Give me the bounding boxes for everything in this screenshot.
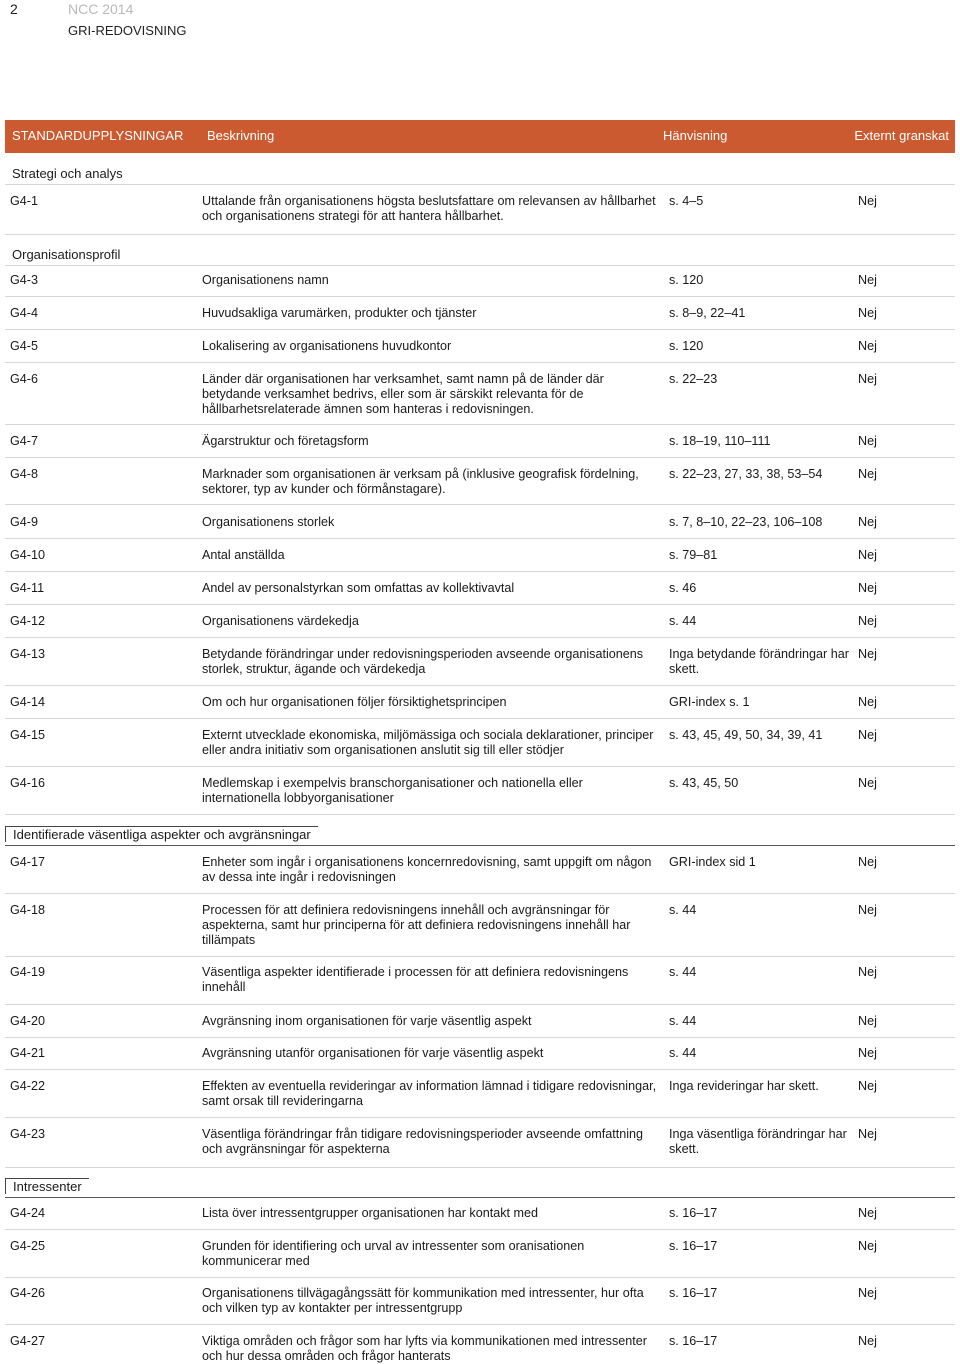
- row-external-audit: Nej: [858, 855, 877, 869]
- row-description: Ägarstruktur och företagsform: [202, 434, 369, 448]
- row-reference: s. 16–17: [669, 1206, 718, 1220]
- row-external-audit: Nej: [858, 1334, 877, 1348]
- row-reference: s. 7, 8–10, 22–23, 106–108: [669, 515, 823, 529]
- row-code: G4-20: [10, 1014, 46, 1028]
- row-description: Organisationens tillvägagångssätt för kommunikation med intressenter, hur ofta och vilken typ av kontakter per intressentgrupp: [202, 1286, 644, 1315]
- divider: [5, 956, 955, 957]
- row-external-audit: Nej: [858, 515, 877, 529]
- section-title-strategy: Strategi och analys: [12, 166, 123, 181]
- row-reference: s. 120: [669, 339, 704, 353]
- row-reference: s. 44: [669, 614, 697, 628]
- row-code: G4-17: [10, 855, 46, 869]
- row-external-audit: Nej: [858, 273, 877, 287]
- divider: [5, 1117, 955, 1118]
- row-external-audit: Nej: [858, 339, 877, 353]
- row-code: G4-4: [10, 306, 38, 320]
- row-code: G4-27: [10, 1334, 46, 1348]
- page-number: 2: [10, 1, 18, 17]
- row-code: G4-14: [10, 695, 46, 709]
- row-description: Externt utvecklade ekonomiska, miljömässiga och sociala deklarationer, principer eller andra initiativ som organisationen anslutit sig till eller stödjer: [202, 728, 654, 757]
- row-external-audit: Nej: [858, 965, 877, 979]
- row-reference: s. 18–19, 110–111: [669, 434, 771, 448]
- divider: [5, 814, 955, 815]
- row-external-audit: Nej: [858, 728, 877, 742]
- row-reference: s. 79–81: [669, 548, 718, 562]
- row-code: G4-19: [10, 965, 46, 979]
- row-external-audit: Nej: [858, 306, 877, 320]
- divider: [5, 1229, 955, 1230]
- row-reference: s. 44: [669, 903, 697, 917]
- divider: [5, 893, 955, 894]
- row-description: Enheter som ingår i organisationens koncernredovisning, samt uppgift om någon av dessa inte ingår i redovisningen: [202, 855, 652, 884]
- divider: [5, 604, 955, 605]
- row-external-audit: Nej: [858, 1046, 877, 1060]
- row-reference: Inga revideringar har skett.: [669, 1079, 819, 1093]
- row-code: G4-10: [10, 548, 46, 562]
- section-title-organisation-profile: Organisationsprofil: [12, 247, 121, 262]
- row-external-audit: Nej: [858, 1014, 877, 1028]
- row-description: Väsentliga aspekter identifierade i processen för att definiera redovisningens innehåll: [202, 965, 629, 994]
- column-header-external-audit: Externt granskat: [854, 128, 949, 143]
- column-header-standard: STANDARDUPPLYSNINGAR: [12, 128, 184, 143]
- row-reference: s. 16–17: [669, 1286, 718, 1300]
- row-code: G4-5: [10, 339, 38, 353]
- row-code: G4-25: [10, 1239, 46, 1253]
- row-code: G4-24: [10, 1206, 46, 1220]
- row-code: G4-18: [10, 903, 46, 917]
- row-description: Väsentliga förändringar från tidigare redovisningsperioder avseende omfattning och avgränsningar för aspekterna: [202, 1127, 644, 1156]
- row-reference: s. 22–23: [669, 372, 718, 386]
- divider: [5, 571, 955, 572]
- row-external-audit: Nej: [858, 1127, 877, 1141]
- document-subtitle: GRI-REDOVISNING: [68, 23, 187, 38]
- row-description: Om och hur organisationen följer försiktighetsprincipen: [202, 695, 507, 709]
- table-header: [5, 120, 955, 153]
- divider: [5, 329, 955, 330]
- row-reference: GRI-index s. 1: [669, 695, 750, 709]
- row-reference: s. 120: [669, 273, 704, 287]
- row-reference: s. 22–23, 27, 33, 38, 53–54: [669, 467, 823, 481]
- row-description: Grunden för identifiering och urval av intressenter som oranisationen kommunicerar med: [202, 1239, 585, 1268]
- row-reference: s. 44: [669, 1014, 697, 1028]
- divider: [5, 504, 955, 505]
- row-external-audit: Nej: [858, 548, 877, 562]
- divider: [5, 424, 955, 425]
- row-external-audit: Nej: [858, 467, 877, 481]
- row-reference: s. 44: [669, 1046, 697, 1060]
- row-reference: s. 43, 45, 49, 50, 34, 39, 41: [669, 728, 823, 742]
- divider: [5, 1069, 955, 1070]
- row-code: G4-22: [10, 1079, 46, 1093]
- row-external-audit: Nej: [858, 614, 877, 628]
- row-code: G4-16: [10, 776, 46, 790]
- row-external-audit: Nej: [858, 581, 877, 595]
- row-code: G4-21: [10, 1046, 46, 1060]
- row-description: Effekten av eventuella revideringar av information lämnad i tidigare redovisningar, samt orsak till revideringarna: [202, 1079, 657, 1108]
- row-code: G4-3: [10, 273, 38, 287]
- row-code: G4-15: [10, 728, 46, 742]
- row-description: Länder där organisationen har verksamhet, samt namn på de länder där betydande verksamhet bedrivs, eller som är särskikt relevanta för de hållbarhetsrelaterade ämnen som hanteras i redovisningen.: [202, 372, 604, 416]
- row-external-audit: Nej: [858, 776, 877, 790]
- row-reference: s. 16–17: [669, 1239, 718, 1253]
- row-reference: GRI-index sid 1: [669, 855, 756, 869]
- row-description: Medlemskap i exempelvis branschorganisationer och nationella eller internationella lobbyorganisationer: [202, 776, 583, 805]
- row-code: G4-26: [10, 1286, 46, 1300]
- row-description: Uttalande från organisationens högsta beslutsfattare om relevansen av hållbarhet och organisationens strategi för att hantera hållbarhet.: [202, 194, 656, 223]
- divider: [5, 538, 955, 539]
- row-external-audit: Nej: [858, 1239, 877, 1253]
- divider: [5, 637, 955, 638]
- row-code: G4-11: [10, 581, 45, 595]
- divider: [5, 234, 955, 235]
- row-code: G4-7: [10, 434, 38, 448]
- row-description: Organisationens storlek: [202, 515, 335, 529]
- row-external-audit: Nej: [858, 1079, 877, 1093]
- divider: [5, 1004, 955, 1005]
- row-code: G4-9: [10, 515, 38, 529]
- row-description: Organisationens namn: [202, 273, 329, 287]
- row-reference: s. 44: [669, 965, 697, 979]
- row-code: G4-12: [10, 614, 46, 628]
- row-description: Processen för att definiera redovisningens innehåll och avgränsningar för aspekterna, samt hur principerna för att definiera redovisningens innehåll har tillämpats: [202, 903, 631, 947]
- row-external-audit: Nej: [858, 1206, 877, 1220]
- row-description: Avgränsning inom organisationen för varje väsentlig aspekt: [202, 1014, 532, 1028]
- row-description: Viktiga områden och frågor som har lyfts via kommunikationen med intressenter och hur dessa områden och frågor hanterats: [202, 1334, 647, 1363]
- row-description: Betydande förändringar under redovisningsperioden avseende organisationens storlek, struktur, ägande och värdekedja: [202, 647, 644, 676]
- row-code: G4-8: [10, 467, 38, 481]
- row-reference: s. 46: [669, 581, 697, 595]
- divider: [5, 362, 955, 363]
- row-reference: s. 43, 45, 50: [669, 776, 739, 790]
- column-header-description: Beskrivning: [207, 128, 275, 143]
- divider: [5, 1167, 955, 1168]
- row-external-audit: Nej: [858, 647, 877, 661]
- divider: [5, 265, 955, 266]
- document-title: NCC 2014: [68, 1, 134, 17]
- row-code: G4-13: [10, 647, 46, 661]
- row-reference: Inga betydande förändringar har skett.: [669, 647, 849, 676]
- row-reference: Inga väsentliga förändringar har skett.: [669, 1127, 847, 1156]
- row-external-audit: Nej: [858, 372, 877, 386]
- row-description: Andel av personalstyrkan som omfattas av kollektivavtal: [202, 581, 515, 595]
- row-description: Huvudsakliga varumärken, produkter och tjänster: [202, 306, 477, 320]
- divider: [5, 766, 955, 767]
- section-title-stakeholders: Intressenter: [5, 1178, 89, 1194]
- row-description: Organisationens värdekedja: [202, 614, 359, 628]
- row-external-audit: Nej: [858, 903, 877, 917]
- divider: [5, 1037, 955, 1038]
- row-reference: s. 4–5: [669, 194, 704, 208]
- row-description: Marknader som organisationen är verksam på (inklusive geografisk fördelning, sektorer, typ av kunder och förmånstagare).: [202, 467, 639, 496]
- row-description: Antal anställda: [202, 548, 285, 562]
- row-external-audit: Nej: [858, 434, 877, 448]
- row-code: G4-6: [10, 372, 38, 386]
- row-code: G4-1: [10, 194, 38, 208]
- divider: [5, 457, 955, 458]
- section-title-material-aspects: Identifierade väsentliga aspekter och avgränsningar: [5, 826, 318, 842]
- row-reference: s. 8–9, 22–41: [669, 306, 746, 320]
- row-description: Lista över intressentgrupper organisationen har kontakt med: [202, 1206, 539, 1220]
- divider: [5, 718, 955, 719]
- divider: [5, 1324, 955, 1325]
- row-external-audit: Nej: [858, 1286, 877, 1300]
- row-description: Avgränsning utanför organisationen för varje väsentlig aspekt: [202, 1046, 544, 1060]
- divider: [5, 1197, 955, 1198]
- divider: [5, 296, 955, 297]
- row-external-audit: Nej: [858, 194, 877, 208]
- row-description: Lokalisering av organisationens huvudkontor: [202, 339, 452, 353]
- row-code: G4-23: [10, 1127, 46, 1141]
- divider: [5, 184, 955, 185]
- row-external-audit: Nej: [858, 695, 877, 709]
- column-header-reference: Hänvisning: [663, 128, 728, 143]
- divider: [5, 685, 955, 686]
- divider: [5, 845, 955, 846]
- row-reference: s. 16–17: [669, 1334, 718, 1348]
- divider: [5, 1277, 955, 1278]
